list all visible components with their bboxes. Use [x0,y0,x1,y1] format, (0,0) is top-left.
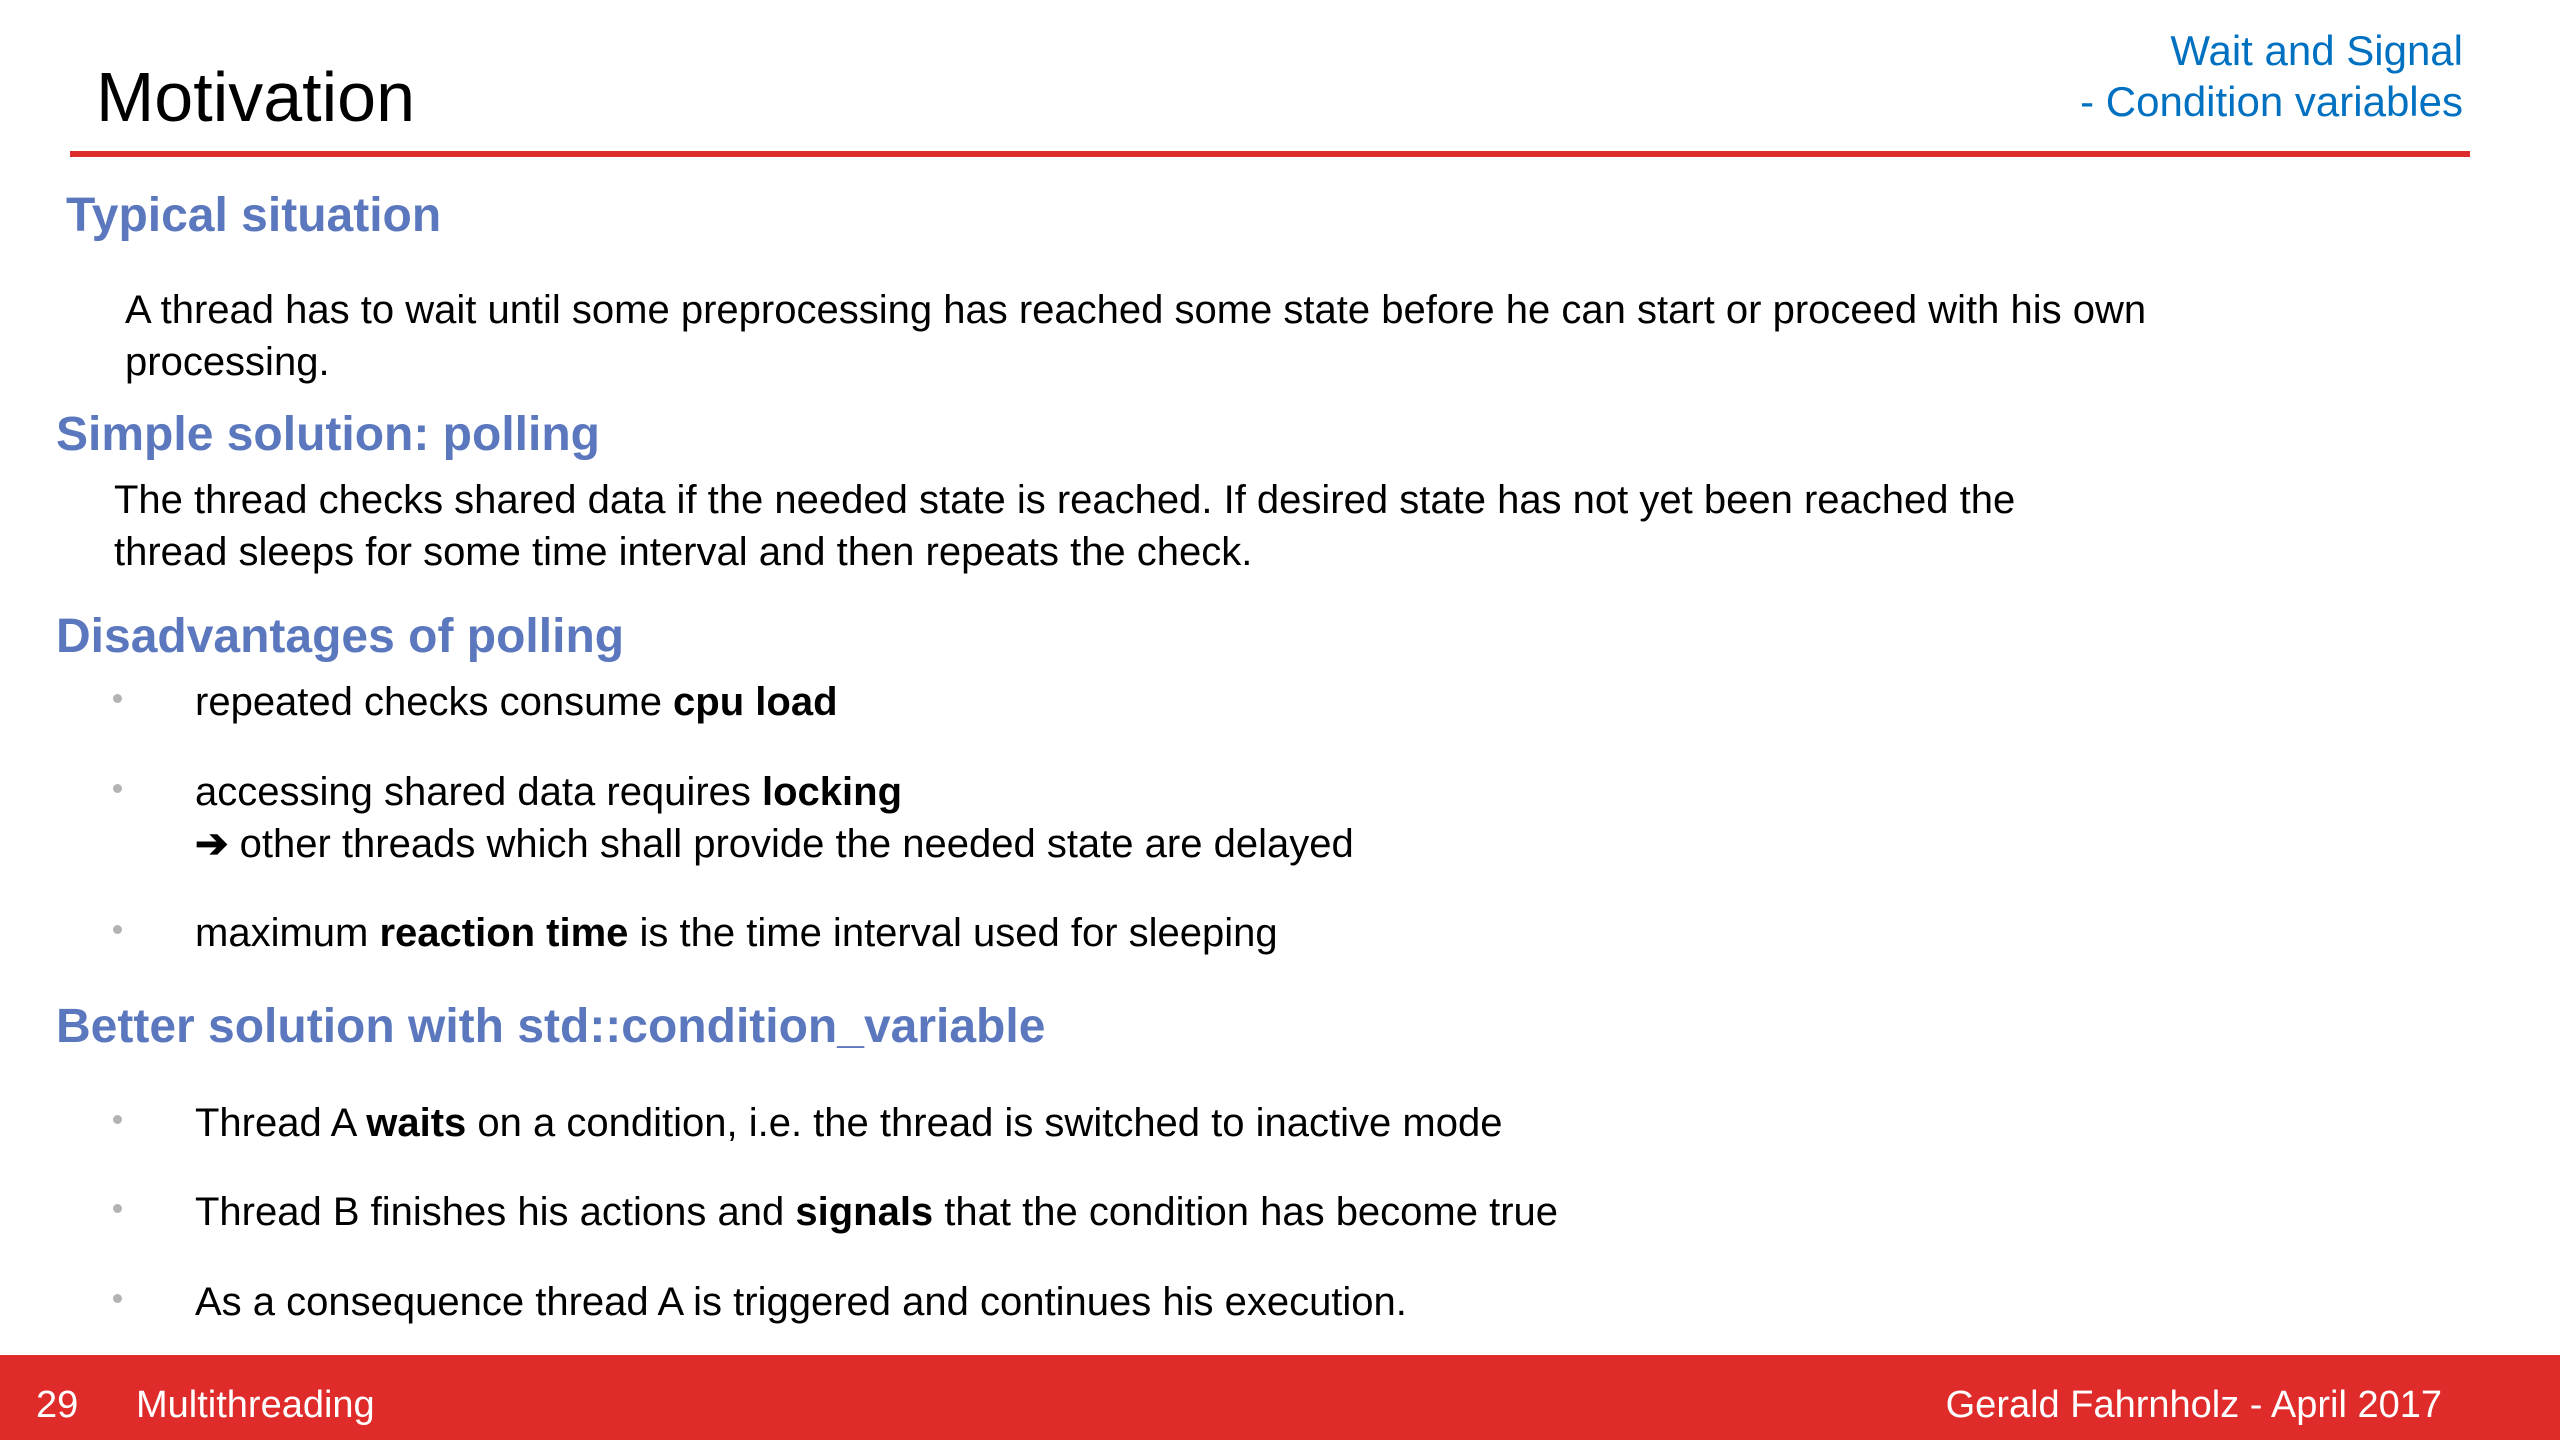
right-arrow-icon: ➔ [195,822,229,866]
bullet-text: repeated checks consume [195,680,674,724]
bullet-text: Thread A [195,1101,367,1145]
bullet-text: Thread B finishes his actions and [195,1190,796,1234]
heading-disadvantages: Disadvantages of polling [56,610,625,663]
bullet-text: accessing shared data requires [195,770,762,814]
typical-situation-text [125,284,2146,388]
typical-situation-line-1: A thread has to wait until some preprocessing has reached some state before he can start or proceed with his own [125,288,2147,332]
bullet-dot-icon [113,925,122,934]
bullet-text-continued: other threads which shall provide the needed state are delayed [228,822,1354,866]
topic-line-2: - Condition variables [2080,78,2463,125]
simple-solution-line-2: thread sleeps for some time interval and then repeats the check. [114,530,1253,574]
footer-bar [0,1355,2560,1440]
bullet-text: maximum [195,911,380,955]
typical-situation-line-2: processing. [125,340,330,384]
heading-typical-situation: Typical situation [66,189,442,242]
title-divider [70,151,2470,157]
bullet-dot-icon [113,1204,122,1213]
bullet-text: is the time interval used for sleeping [628,911,1278,955]
topic-line-1: Wait and Signal [2170,27,2463,74]
slide-title: Motivation [96,58,416,136]
bullet-dot-icon [113,694,122,703]
slide-number: 29 [36,1384,79,1426]
heading-better-solution: Better solution with std::condition_variable [56,1000,1046,1053]
bullet-text: on a condition, i.e. the thread is switched to inactive mode [466,1101,1503,1145]
bullet-emphasis: reaction time [379,911,629,955]
simple-solution-line-1: The thread checks shared data if the needed state is reached. If desired state has not yet been reached the [114,478,2016,522]
heading-simple-solution: Simple solution: polling [56,408,600,461]
bullet-dot-icon [113,1294,122,1303]
bullet-emphasis: cpu load [673,680,838,724]
bullet-text: As a consequence thread A is triggered and continues his execution. [195,1280,1407,1324]
bullet-dot-icon [113,784,122,793]
topic-label [2080,25,2463,127]
author-date: Gerald Fahrnholz - April 2017 [1945,1384,2442,1426]
course-title: Multithreading [136,1384,375,1426]
simple-solution-text [114,474,2015,578]
bullet-emphasis: waits [366,1101,467,1145]
bullet-text: that the condition has become true [933,1190,1559,1234]
bullet-dot-icon [113,1115,122,1124]
bullet-emphasis: locking [762,770,903,814]
bullet-emphasis: signals [795,1190,934,1234]
